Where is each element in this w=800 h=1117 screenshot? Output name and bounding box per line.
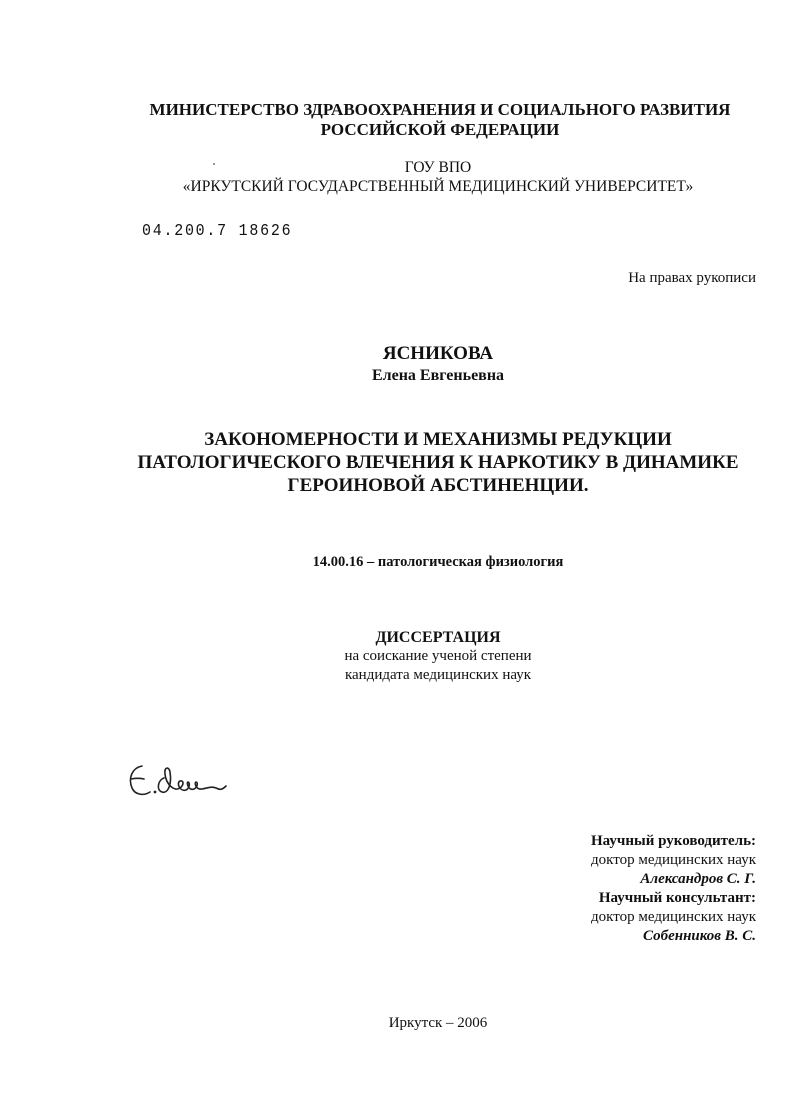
rights-note: На правах рукописи (628, 270, 756, 286)
supervisor-name: Александров С. Г. (640, 871, 756, 887)
supervisor-role: Научный руководитель: (591, 833, 756, 849)
degree-heading: ДИССЕРТАЦИЯ (375, 629, 501, 646)
degree-line-2: кандидата медицинских наук (344, 667, 532, 683)
degree-block (38, 628, 800, 685)
dissertation-title (38, 428, 800, 497)
university-name: «ИРКУТСКИЙ ГОСУДАРСТВЕННЫЙ МЕДИЦИНСКИЙ УНИВЕРСИТЕТ» (182, 178, 694, 195)
ministry-line-1: МИНИСТЕРСТВО ЗДРАВООХРАНЕНИЯ И СОЦИАЛЬНОГО РАЗВИТИЯ (149, 100, 731, 119)
title-line-1: ЗАКОНОМЕРНОСТИ И МЕХАНИЗМЫ РЕДУКЦИИ (204, 429, 672, 450)
author-surname: ЯСНИКОВА (382, 343, 494, 364)
author-signature (124, 758, 234, 806)
consultant-name: Собенников В. С. (643, 928, 756, 944)
author-block (38, 343, 800, 387)
ministry-line-2: РОССИЙСКОЙ ФЕДЕРАЦИИ (320, 120, 560, 139)
title-line-2: ПАТОЛОГИЧЕСКОГО ВЛЕЧЕНИЯ К НАРКОТИКУ В ДИНАМИКЕ (137, 452, 739, 473)
institution-type: ГОУ ВПО (404, 159, 472, 176)
author-given-name: Елена Евгеньевна (371, 367, 505, 384)
ministry-header (40, 100, 800, 140)
specialty-code: 14.00.16 – патологическая физиология (312, 554, 564, 570)
title-line-3: ГЕРОИНОВОЙ АБСТИНЕНЦИИ. (287, 475, 589, 496)
consultant-role: Научный консультант: (598, 890, 756, 906)
supervisor-degree: доктор медицинских наук (591, 852, 756, 868)
consultant-degree: доктор медицинских наук (591, 909, 756, 925)
archive-stamp-number: 04.200.7 18626 (142, 222, 293, 241)
city-year: Иркутск – 2006 (388, 1015, 488, 1031)
supervision-block (591, 832, 756, 946)
university-header (38, 158, 800, 196)
degree-line-1: на соискание ученой степени (344, 648, 532, 664)
